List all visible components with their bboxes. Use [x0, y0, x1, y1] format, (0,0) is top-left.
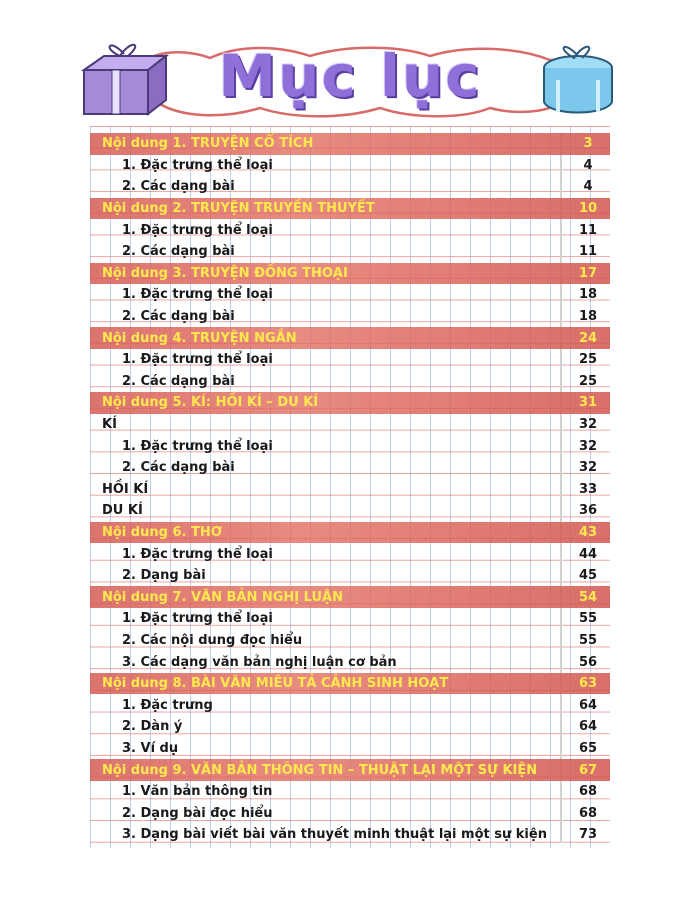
- toc-page-number: 32: [578, 438, 598, 454]
- toc-entry-row[interactable]: [90, 781, 610, 803]
- toc-section-row[interactable]: [90, 133, 610, 155]
- toc-page-number: 18: [578, 309, 598, 325]
- toc-page-number: 73: [578, 827, 598, 843]
- toc-entry-row[interactable]: [90, 651, 610, 673]
- toc-page-number: 3: [583, 136, 593, 152]
- toc-page-number: 11: [578, 244, 598, 260]
- toc-page-number: 56: [578, 654, 598, 670]
- toc-entry-label: 2. Các dạng bài: [122, 460, 235, 476]
- toc-entry-label: Nội dung 8. BÀI VĂN MIÊU TẢ CẢNH SINH HOẠT: [102, 676, 449, 692]
- toc-section-row[interactable]: [90, 759, 610, 781]
- toc-entry-label: Nội dung 4. TRUYỆN NGẮN: [102, 330, 297, 346]
- toc-entry-label: 2. Các dạng bài: [122, 373, 235, 389]
- toc-entry-row[interactable]: [90, 630, 610, 652]
- toc-entry-label: Nội dung 7. VĂN BẢN NGHỊ LUẬN: [102, 589, 343, 605]
- toc-entry-label: 2. Các dạng bài: [122, 179, 235, 195]
- toc-entry-label: HỒI KÍ: [102, 481, 149, 497]
- toc-page-number: 4: [583, 157, 593, 173]
- toc-page-number: 64: [578, 719, 598, 735]
- toc-entry-row[interactable]: [90, 371, 610, 393]
- toc-entry-label: 1. Đặc trưng thể loại: [122, 611, 273, 627]
- toc-page-number: 55: [578, 632, 598, 648]
- toc-entry-row[interactable]: [90, 176, 610, 198]
- toc-entry-label: 1. Đặc trưng: [122, 697, 213, 713]
- toc-page-number: 25: [578, 352, 598, 368]
- toc-entry-row[interactable]: [90, 219, 610, 241]
- toc-entry-row[interactable]: [90, 457, 610, 479]
- toc-entry-row[interactable]: [90, 716, 610, 738]
- toc-entry-label: 2. Dạng bài đọc hiểu: [122, 805, 273, 821]
- toc-entry-label: 1. Đặc trưng thể loại: [122, 546, 273, 562]
- toc-entry-row[interactable]: [90, 241, 610, 263]
- toc-entry-label: 1. Đặc trưng thể loại: [122, 438, 273, 454]
- toc-page-number: 31: [578, 395, 598, 411]
- toc-section-row[interactable]: [90, 673, 610, 695]
- toc-entry-row[interactable]: [90, 284, 610, 306]
- toc-page-number: 33: [578, 481, 598, 497]
- toc-entry-label: 2. Các dạng bài: [122, 309, 235, 325]
- toc-entry-row[interactable]: [90, 694, 610, 716]
- toc-entry-label: Nội dung 3. TRUYỆN ĐỒNG THOẠI: [102, 265, 348, 281]
- toc-page-number: 24: [578, 330, 598, 346]
- toc-entry-label: Nội dung 2. TRUYỆN TRUYỀN THUYẾT: [102, 201, 375, 217]
- toc-entry-row[interactable]: [90, 306, 610, 328]
- toc-section-row[interactable]: [90, 198, 610, 220]
- toc-entry-label: 1. Đặc trưng thể loại: [122, 352, 273, 368]
- toc-entry-label: Nội dung 6. THƠ: [102, 524, 223, 540]
- toc-page-number: 68: [578, 805, 598, 821]
- toc-page-number: 44: [578, 546, 598, 562]
- toc-entry-label: 2. Dạng bài: [122, 568, 206, 584]
- toc-entry-label: 1. Đặc trưng thể loại: [122, 157, 273, 173]
- toc-entry-label: 2. Các nội dung đọc hiểu: [122, 632, 303, 648]
- toc-page-number: 43: [578, 524, 598, 540]
- toc-entry-label: 1. Đặc trưng thể loại: [122, 287, 273, 303]
- toc-entry-row[interactable]: [90, 608, 610, 630]
- toc-entry-row[interactable]: [90, 500, 610, 522]
- toc-entry-label: 3. Dạng bài viết bài văn thuyết minh thuật lại một sự kiện: [122, 827, 547, 843]
- toc-entry-label: Nội dung 9. VĂN BẢN THÔNG TIN – THUẬT LẠI MỘT SỰ KIỆN: [102, 762, 538, 778]
- toc-entry-label: 3. Ví dụ: [122, 740, 179, 756]
- toc-entry-label: Nội dung 5. KÍ: HỒI KÍ – DU KÍ: [102, 395, 319, 411]
- toc-entry-label: 2. Các dạng bài: [122, 244, 235, 260]
- toc-page-number: 25: [578, 373, 598, 389]
- toc-page-number: 10: [578, 201, 598, 217]
- page-title: Mục lục: [218, 42, 482, 110]
- toc-page-number: 4: [583, 179, 593, 195]
- toc-entry-row[interactable]: [90, 738, 610, 760]
- toc-section-row[interactable]: [90, 327, 610, 349]
- toc-entry-row[interactable]: [90, 349, 610, 371]
- toc-entry-row[interactable]: [90, 435, 610, 457]
- toc-page-number: 36: [578, 503, 598, 519]
- toc-entry-label: Nội dung 1. TRUYỆN CỔ TÍCH: [102, 136, 314, 152]
- toc-page-number: 55: [578, 611, 598, 627]
- toc-entry-label: 1. Văn bản thông tin: [122, 784, 273, 800]
- toc-entry-row[interactable]: [90, 479, 610, 501]
- toc-section-row[interactable]: [90, 392, 610, 414]
- toc-page-number: 45: [578, 568, 598, 584]
- toc-entry-row[interactable]: [90, 802, 610, 824]
- toc-entry-row[interactable]: [90, 414, 610, 436]
- toc-entry-label: 2. Dàn ý: [122, 719, 183, 735]
- toc-entry-row[interactable]: [90, 824, 610, 846]
- toc-page-number: 68: [578, 784, 598, 800]
- toc-page-number: 17: [578, 265, 598, 281]
- toc-page-number: 32: [578, 417, 598, 433]
- toc-section-row[interactable]: [90, 586, 610, 608]
- toc-entry-label: KÍ: [102, 417, 117, 433]
- toc-page-number: 63: [578, 676, 598, 692]
- toc-page-number: 11: [578, 222, 598, 238]
- toc-entry-row[interactable]: [90, 155, 610, 177]
- toc-entry-row[interactable]: [90, 565, 610, 587]
- toc-page-number: 18: [578, 287, 598, 303]
- toc-entry-row[interactable]: [90, 543, 610, 565]
- toc-entry-label: 1. Đặc trưng thể loại: [122, 222, 273, 238]
- toc-page-number: 54: [578, 589, 598, 605]
- toc-page-number: 65: [578, 740, 598, 756]
- toc-page-number: 67: [578, 762, 598, 778]
- toc-page-number: 32: [578, 460, 598, 476]
- toc-entry-label: 3. Các dạng văn bản nghị luận cơ bản: [122, 654, 397, 670]
- toc-entry-label: DU KÍ: [102, 503, 143, 519]
- toc-section-row[interactable]: [90, 522, 610, 544]
- toc-page-number: 64: [578, 697, 598, 713]
- page-header: [80, 40, 620, 122]
- toc-section-row[interactable]: [90, 263, 610, 285]
- table-of-contents: [90, 133, 610, 846]
